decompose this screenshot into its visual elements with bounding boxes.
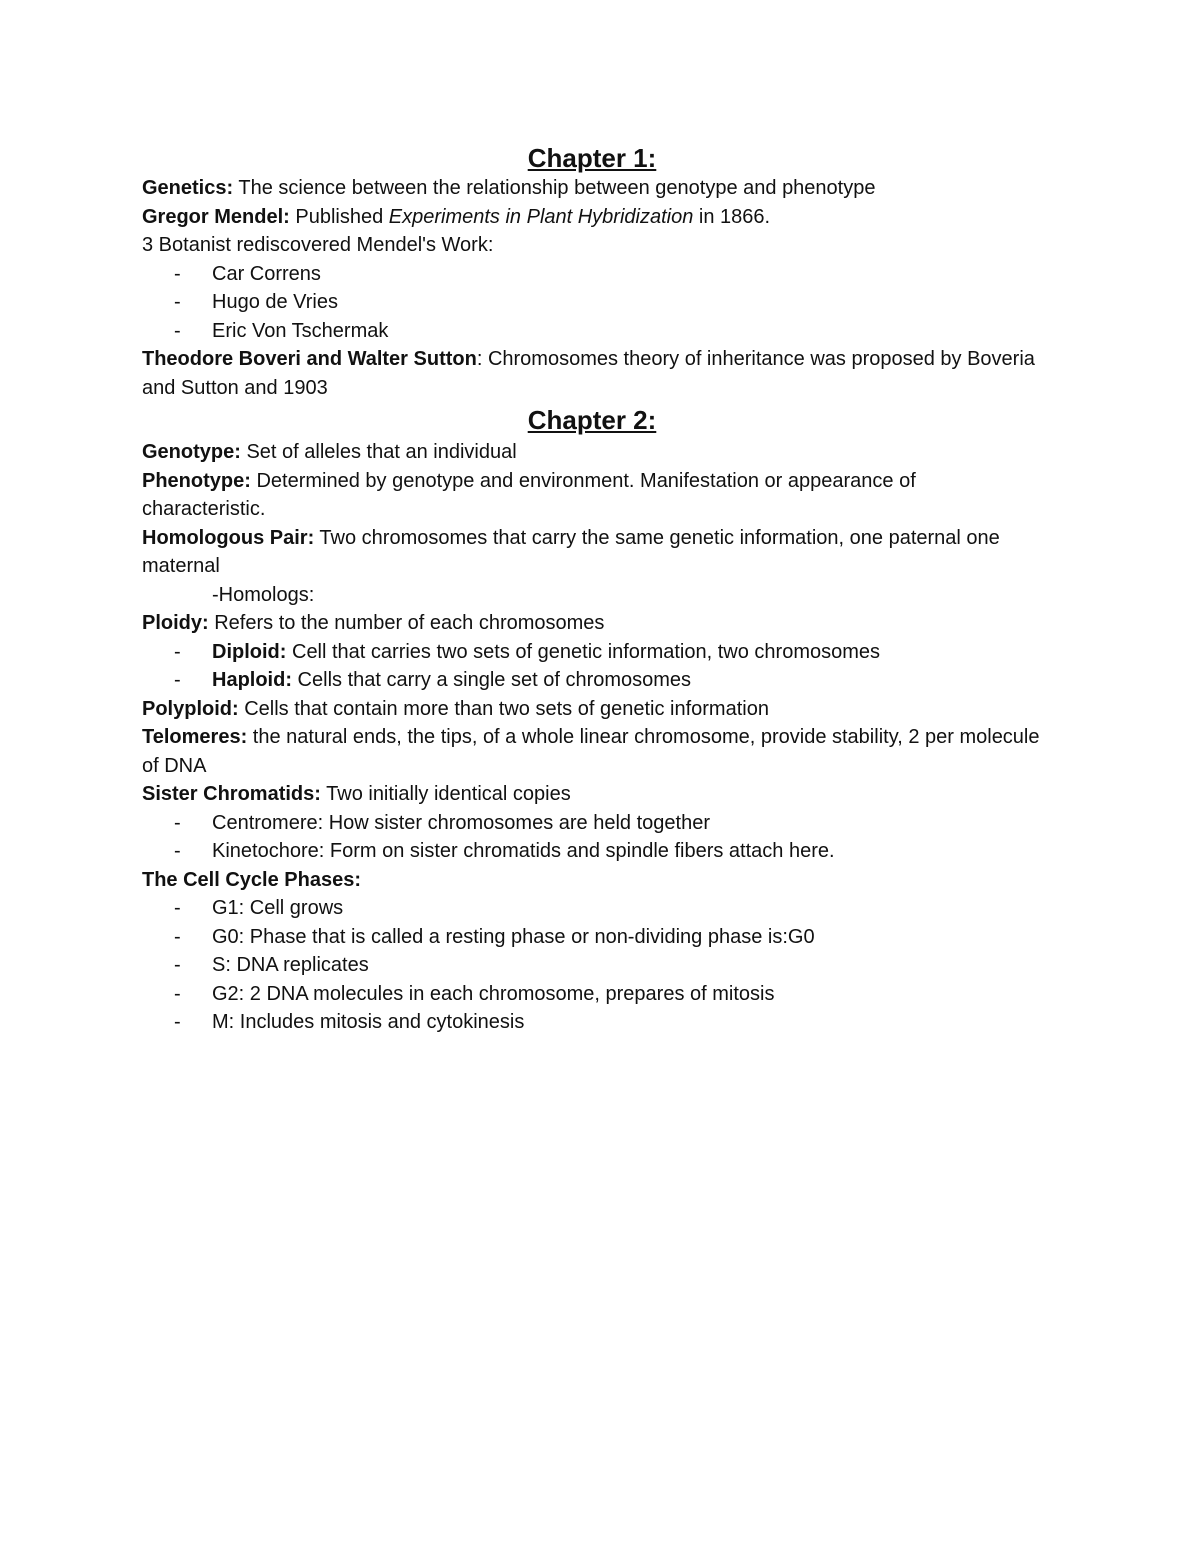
term-telomeres: Telomeres: bbox=[142, 726, 248, 748]
homologs-note: -Homologs: bbox=[212, 583, 315, 606]
genotype-definition bbox=[142, 438, 1042, 467]
dash-bullet: - bbox=[174, 954, 181, 976]
list-item bbox=[142, 809, 1042, 838]
botanist-name: Eric Von Tschermak bbox=[212, 319, 389, 342]
list-item-text: S: DNA replicates bbox=[212, 954, 369, 976]
botanists-intro: 3 Botanist rediscovered Mendel's Work: bbox=[142, 234, 494, 256]
text-mendel-title: Experiments in Plant Hybridization bbox=[388, 205, 694, 228]
homologous-pair-definition bbox=[142, 524, 1042, 581]
text-telomeres: the natural ends, the tips, of a whole linear chromosome, provide stability, 2 per molecule of DNA bbox=[142, 726, 1040, 777]
list-item-text: Centromere: How sister chromosomes are held together bbox=[212, 811, 710, 834]
ploidy-definition bbox=[142, 609, 1042, 638]
term-genetics: Genetics: bbox=[142, 177, 234, 199]
term-cell-cycle: The Cell Cycle Phases: bbox=[142, 868, 361, 891]
sister-chromatids-list bbox=[142, 809, 1042, 866]
text-genotype: Set of alleles that an individual bbox=[240, 441, 517, 463]
dash-bullet: - bbox=[174, 640, 181, 663]
text-haploid: Cells that carry a single set of chromosomes bbox=[292, 669, 692, 691]
list-item bbox=[142, 951, 1042, 980]
text-homologous-pair: Two chromosomes that carry the same genetic information, one paternal one maternal bbox=[142, 526, 1000, 577]
list-item bbox=[142, 317, 1042, 346]
list-item bbox=[142, 923, 1042, 952]
dash-bullet: - bbox=[174, 262, 181, 285]
dash-bullet: - bbox=[174, 319, 181, 342]
dash-bullet: - bbox=[174, 840, 181, 862]
chapter-1-heading: Chapter 1: bbox=[527, 143, 657, 173]
mendel-definition bbox=[142, 203, 1042, 232]
telomeres-definition bbox=[142, 723, 1042, 780]
sister-chromatids-definition bbox=[142, 780, 1042, 809]
list-item bbox=[142, 260, 1042, 289]
term-ploidy: Ploidy: bbox=[142, 612, 209, 634]
dash-bullet: - bbox=[174, 897, 181, 919]
genetics-definition bbox=[142, 174, 1042, 203]
list-item-text: G2: 2 DNA molecules in each chromosome, prepares of mitosis bbox=[212, 982, 775, 1005]
term-sister-chromatids: Sister Chromatids: bbox=[142, 783, 321, 805]
dash-bullet: - bbox=[174, 982, 181, 1005]
chapter-2-heading: Chapter 2: bbox=[527, 405, 657, 435]
list-item-text: G0: Phase that is called a resting phase or non-dividing phase is:G0 bbox=[212, 925, 815, 948]
dash-bullet: - bbox=[174, 669, 181, 691]
list-item bbox=[142, 980, 1042, 1009]
text-polyploid: Cells that contain more than two sets of genetic information bbox=[238, 697, 769, 720]
polyploid-definition bbox=[142, 695, 1042, 724]
term-diploid: Diploid: bbox=[212, 640, 287, 663]
list-item bbox=[142, 894, 1042, 923]
dash-bullet: - bbox=[174, 1011, 181, 1033]
text-genetics: The science between the relationship between genotype and phenotype bbox=[233, 177, 876, 199]
list-item bbox=[142, 288, 1042, 317]
text-mendel-before: Published bbox=[289, 205, 389, 228]
text-mendel-after: in 1866. bbox=[693, 205, 771, 228]
list-item-text: G1: Cell grows bbox=[212, 897, 344, 919]
text-ploidy: Refers to the number of each chromosomes bbox=[208, 612, 605, 634]
text-boveri-sutton: : Chromosomes theory of inheritance was proposed by Boveria and Sutton and 1903 bbox=[142, 348, 1035, 399]
term-haploid: Haploid: bbox=[212, 669, 292, 691]
term-homologous-pair: Homologous Pair: bbox=[142, 526, 315, 549]
cell-cycle-heading bbox=[142, 866, 1042, 895]
list-item-text: M: Includes mitosis and cytokinesis bbox=[212, 1011, 525, 1033]
dash-bullet: - bbox=[174, 291, 181, 313]
list-item-text: Kinetochore: Form on sister chromatids and spindle fibers attach here. bbox=[212, 840, 835, 862]
phenotype-definition bbox=[142, 467, 1042, 524]
cell-cycle-list bbox=[142, 894, 1042, 1037]
term-phenotype: Phenotype: bbox=[142, 469, 251, 492]
botanist-name: Car Correns bbox=[212, 262, 321, 285]
term-boveri-sutton: Theodore Boveri and Walter Sutton bbox=[142, 348, 477, 370]
text-diploid: Cell that carries two sets of genetic information, two chromosomes bbox=[286, 640, 881, 663]
ploidy-list bbox=[142, 638, 1042, 695]
dash-bullet: - bbox=[174, 811, 181, 834]
text-phenotype: Determined by genotype and environment. Manifestation or appearance of characteristic. bbox=[142, 469, 916, 520]
botanist-name: Hugo de Vries bbox=[212, 291, 338, 313]
list-item bbox=[142, 837, 1042, 866]
dash-bullet: - bbox=[174, 925, 181, 948]
list-item bbox=[142, 666, 1042, 695]
text-sister-chromatids: Two initially identical copies bbox=[320, 783, 571, 805]
document-page bbox=[142, 142, 1042, 1037]
term-genotype: Genotype: bbox=[142, 441, 241, 463]
boveri-sutton-definition bbox=[142, 345, 1042, 402]
list-item bbox=[142, 1008, 1042, 1037]
botanists-list bbox=[142, 260, 1042, 346]
term-polyploid: Polyploid: bbox=[142, 697, 239, 720]
list-item bbox=[142, 638, 1042, 667]
term-mendel: Gregor Mendel: bbox=[142, 205, 290, 228]
